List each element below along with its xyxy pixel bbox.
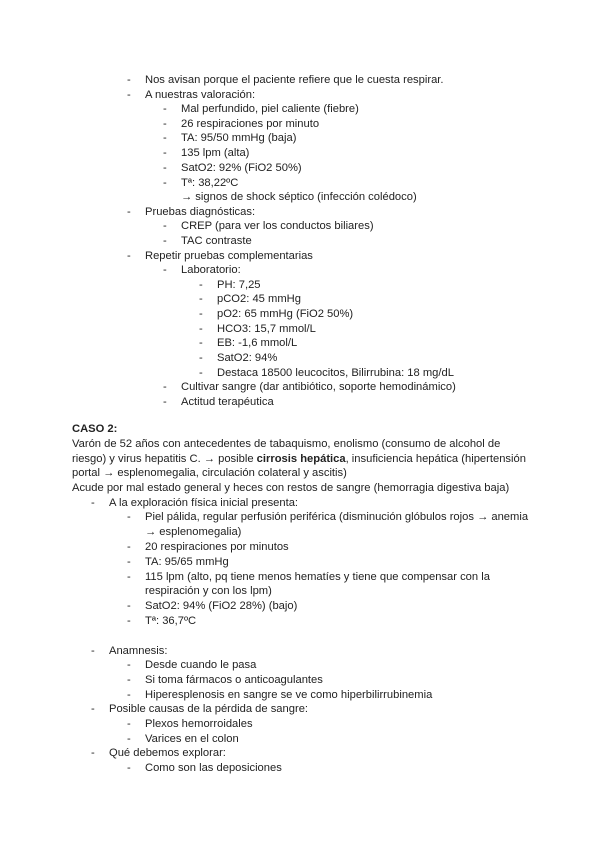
- valoracion-item: 135 lpm (alta): [181, 147, 250, 159]
- bullet-dash: -: [127, 206, 131, 218]
- valoracion-label: A nuestras valoración:: [145, 89, 256, 101]
- bullet-dash: -: [127, 89, 131, 101]
- bullet-dash: -: [163, 396, 167, 408]
- bullet-dash: -: [127, 718, 131, 730]
- valoracion-item: Mal perfundido, piel caliente (fiebre): [181, 103, 359, 115]
- exploracion-label: A la exploración física inicial presenta:: [109, 497, 299, 509]
- intro-line2-pre: riesgo) y virus hepatitis C. → posible: [72, 453, 257, 465]
- causas-item: Plexos hemorroidales: [145, 718, 253, 730]
- intro-line2-post: , insuficiencia hepática (hipertensión: [345, 453, 526, 465]
- bullet-dash: -: [199, 293, 203, 305]
- bullet-dash: -: [91, 497, 95, 509]
- explorar-item: Como son las deposiciones: [145, 762, 282, 774]
- lpm-line1: 115 lpm (alto, pq tiene menos hematíes y tiene que compensar con la: [145, 571, 490, 583]
- bullet-dash: -: [199, 279, 203, 291]
- cirrosis-bold: cirrosis hepática: [256, 453, 346, 465]
- anamnesis-item: Desde cuando le pasa: [145, 659, 257, 671]
- caso2-intro-line3: portal → esplenomegalia, circulación colateral y ascitis): [72, 467, 347, 479]
- avisan-text: Nos avisan porque el paciente refiere que le cuesta respirar.: [145, 74, 444, 86]
- pruebas-label: Pruebas diagnósticas:: [145, 206, 256, 218]
- bullet-dash: -: [127, 600, 131, 612]
- lab-item: pO2: 65 mmHg (FiO2 50%): [217, 308, 354, 320]
- cultivar-text: Cultivar sangre (dar antibiótico, soporte hemodinámico): [181, 381, 456, 393]
- bullet-dash: -: [163, 103, 167, 115]
- anamnesis-item: Hiperesplenosis en sangre se ve como hiperbilirrubinemia: [145, 689, 433, 701]
- valoracion-item: 26 respiraciones por minuto: [181, 118, 320, 130]
- bullet-dash: -: [163, 147, 167, 159]
- causas-label: Posible causas de la pérdida de sangre:: [109, 703, 309, 715]
- bullet-dash: -: [199, 367, 203, 379]
- laboratorio-label: Laboratorio:: [181, 264, 241, 276]
- bullet-dash: -: [127, 74, 131, 86]
- bullet-dash: -: [127, 250, 131, 262]
- bullet-dash: -: [91, 645, 95, 657]
- pruebas-item: TAC contraste: [181, 235, 252, 247]
- caso2-intro-line2: [72, 452, 526, 467]
- lab-item: SatO2: 94%: [217, 352, 278, 364]
- bullet-dash: -: [163, 132, 167, 144]
- lpm-line2: respiración y con los lpm): [145, 585, 272, 597]
- bullet-dash: -: [91, 703, 95, 715]
- valoracion-item: Tª: 38,22ºC: [181, 177, 239, 189]
- shock-note: → signos de shock séptico (infección colédoco): [181, 191, 417, 203]
- causas-item: Varices en el colon: [145, 733, 239, 745]
- anamnesis-label: Anamnesis:: [109, 645, 168, 657]
- resp-text: 20 respiraciones por minutos: [145, 541, 289, 553]
- valoracion-item: TA: 95/50 mmHg (baja): [181, 132, 297, 144]
- lab-item: Destaca 18500 leucocitos, Bilirrubina: 18 mg/dL: [217, 367, 454, 379]
- bullet-dash: -: [127, 541, 131, 553]
- piel-line1: Piel pálida, regular perfusión periférica (disminución glóbulos rojos → anemia: [145, 511, 529, 523]
- caso2-title: CASO 2:: [72, 423, 118, 435]
- explorar-label: Qué debemos explorar:: [109, 747, 226, 759]
- bullet-dash: -: [127, 511, 131, 523]
- bullet-dash: -: [127, 762, 131, 774]
- pruebas-item: CREP (para ver los conductos biliares): [181, 220, 374, 232]
- bullet-dash: -: [163, 118, 167, 130]
- bullet-dash: -: [163, 235, 167, 247]
- bullet-dash: -: [199, 323, 203, 335]
- piel-line2: → esplenomegalia): [145, 526, 242, 538]
- bullet-dash: -: [127, 615, 131, 627]
- anamnesis-item: Si toma fármacos o anticoagulantes: [145, 674, 323, 686]
- lab-item: HCO3: 15,7 mmol/L: [217, 323, 316, 335]
- caso2-intro-line1: Varón de 52 años con antecedentes de tabaquismo, enolismo (consumo de alcohol de: [72, 438, 501, 450]
- sat-text: SatO2: 94% (FiO2 28%) (bajo): [145, 600, 298, 612]
- bullet-dash: -: [199, 352, 203, 364]
- caso2-intro-line4: Acude por mal estado general y heces con restos de sangre (hemorragia digestiva baja): [72, 482, 510, 494]
- bullet-dash: -: [163, 264, 167, 276]
- bullet-dash: -: [199, 337, 203, 349]
- ta-text: TA: 95/65 mmHg: [145, 556, 229, 568]
- lab-item: PH: 7,25: [217, 279, 261, 291]
- bullet-dash: -: [127, 689, 131, 701]
- valoracion-item: SatO2: 92% (FiO2 50%): [181, 162, 302, 174]
- bullet-dash: -: [127, 571, 131, 583]
- bullet-dash: -: [163, 177, 167, 189]
- bullet-dash: -: [127, 733, 131, 745]
- bullet-dash: -: [127, 659, 131, 671]
- lab-item: pCO2: 45 mmHg: [217, 293, 301, 305]
- temp-text: Tª: 36,7ºC: [145, 615, 197, 627]
- bullet-dash: -: [163, 381, 167, 393]
- bullet-dash: -: [91, 747, 95, 759]
- actitud-text: Actitud terapéutica: [181, 396, 274, 408]
- lab-item: EB: -1,6 mmol/L: [217, 337, 298, 349]
- bullet-dash: -: [127, 556, 131, 568]
- bullet-dash: -: [163, 162, 167, 174]
- bullet-dash: -: [199, 308, 203, 320]
- repetir-label: Repetir pruebas complementarias: [145, 250, 313, 262]
- bullet-dash: -: [127, 674, 131, 686]
- bullet-dash: -: [163, 220, 167, 232]
